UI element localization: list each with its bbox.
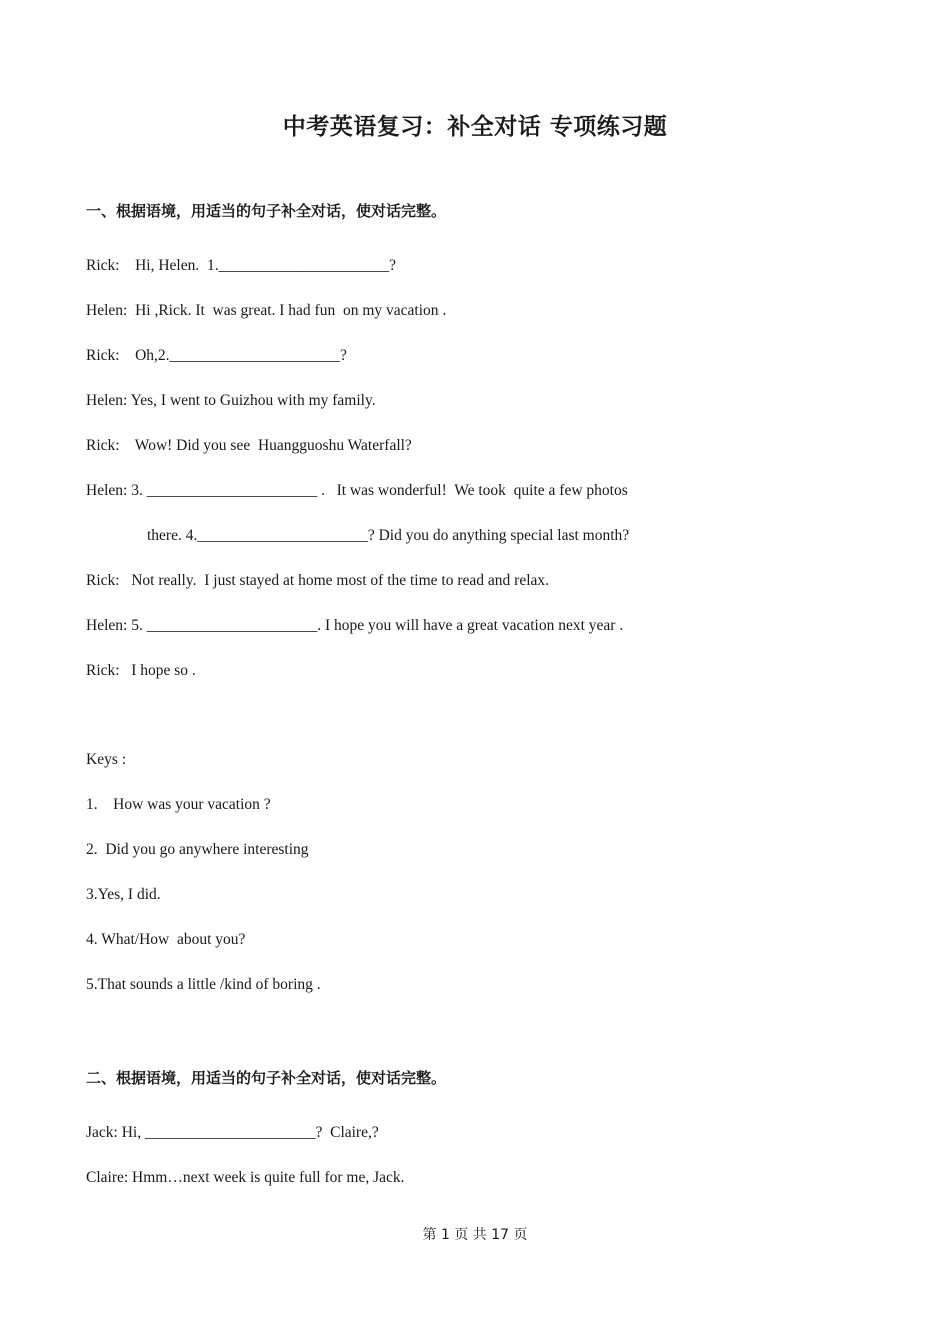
answer-key: 1. How was your vacation ? [86,796,271,813]
page-title: 中考英语复习：补全对话 专项练习题 [282,114,668,140]
answer-key: 3.Yes, I did. [86,886,161,903]
dialogue-line: Helen: Yes, I went to Guizhou with my family. [86,392,376,409]
answer-key: 4. What/How about you? [86,931,246,948]
dialogue-line: Rick: Hi, Helen. 1.______________________? [86,257,396,274]
section-1-heading: 一、根据语境，用适当的句子补全对话，使对话完整。 [86,202,447,220]
answer-key: 2. Did you go anywhere interesting [86,841,309,858]
dialogue-line: Claire: Hmm…next week is quite full for me, Jack. [86,1169,405,1186]
dialogue-line-continuation: there. 4.______________________? Did you do anything special last month? [147,527,630,544]
page-footer: 第 1 页 共 17 页 [422,1227,528,1243]
dialogue-line: Rick: Not really. I just stayed at home most of the time to read and relax. [86,572,550,589]
dialogue-line: Rick: I hope so . [86,662,196,679]
dialogue-line: Helen: 5. ______________________. I hope you will have a great vacation next year . [86,617,624,634]
dialogue-line: Rick: Oh,2.______________________? [86,347,347,364]
dialogue-line: Helen: 3. ______________________ . It was wonderful! We took quite a few photos [86,482,628,499]
dialogue-line: Rick: Wow! Did you see Huangguoshu Waterfall? [86,437,412,454]
dialogue-line: Helen: Hi ,Rick. It was great. I had fun on my vacation . [86,302,447,319]
dialogue-line: Jack: Hi, ______________________? Claire,? [86,1124,379,1141]
section-2-heading: 二、根据语境，用适当的句子补全对话，使对话完整。 [86,1069,447,1087]
answer-key: 5.That sounds a little /kind of boring . [86,976,321,993]
keys-label: Keys : [86,751,127,768]
